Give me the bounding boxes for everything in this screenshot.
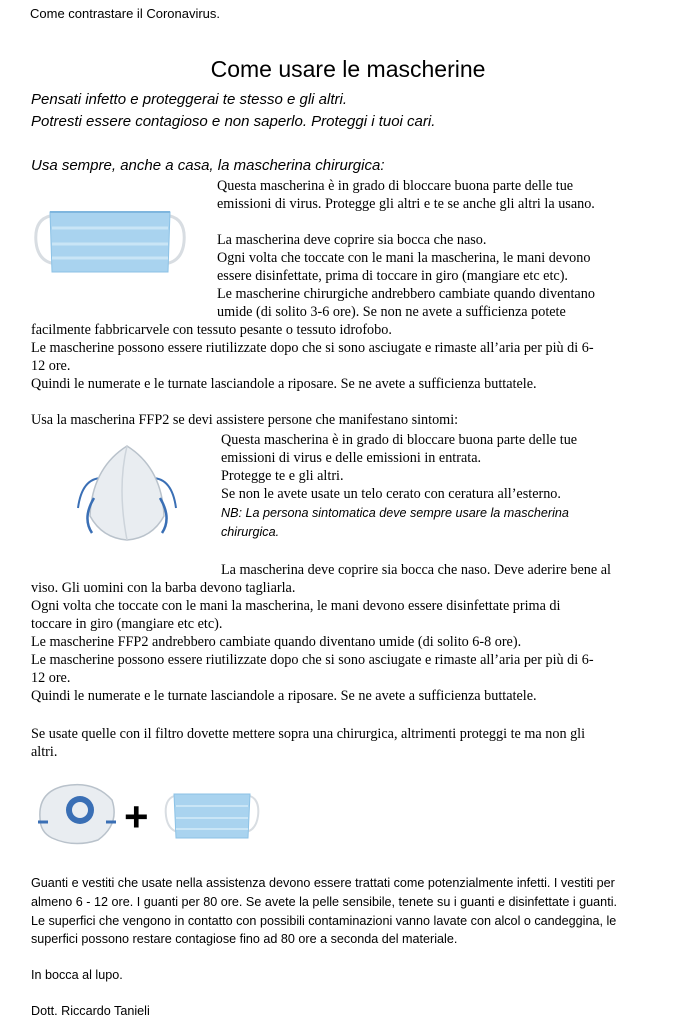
ffp2-note-line: chirurgica. [221, 525, 280, 539]
surgical-text-line: Questa mascherina è in grado di bloccare buona parte delle tue [217, 178, 574, 194]
ffp2-text-line: La mascherina deve coprire sia bocca che naso. Deve aderire bene al [221, 562, 611, 578]
ffp2-text-line: viso. Gli uomini con la barba devono tagliarla. [31, 580, 296, 596]
page-title: Come usare le mascherine [210, 56, 486, 82]
surgical-mask-image-small [162, 786, 262, 846]
surgical-text-line: La mascherina deve coprire sia bocca che naso. [217, 232, 487, 248]
filter-text-line: altri. [31, 744, 58, 760]
ffp2-text-line: emissioni di virus e delle emissioni in entrata. [221, 450, 482, 466]
gloves-text-line: almeno 6 - 12 ore. I guanti per 80 ore. Se avete la pelle sensibile, tenete su i guanti e disinfettate i guanti. [31, 895, 617, 909]
ffp2-text-line: Quindi le numerate e le turnate lasciandole a riposare. Se ne avete a sufficienza buttatele. [31, 688, 537, 704]
document-header: Come contrastare il Coronavirus. [30, 6, 221, 21]
gloves-text-line: Le superfici che vengono in contatto con possibili contaminazioni vanno lavate con alcol o candeggina, le [31, 914, 617, 928]
ffp2-text-line: Ogni volta che toccate con le mani la mascherina, le mani devono essere disinfettate prima di [31, 598, 561, 614]
surgical-text-line: Le mascherine chirurgiche andrebbero cambiate quando diventano [217, 286, 595, 302]
ffp2-mask-image [72, 438, 182, 560]
intro-line-2: Potresti essere contagioso e non saperlo. Proteggi i tuoi cari. [31, 113, 436, 130]
ffp2-text-line: 12 ore. [31, 670, 71, 686]
intro-line-1: Pensati infetto e proteggerai te stesso e gli altri. [31, 91, 348, 108]
gloves-text-line: Guanti e vestiti che usate nella assistenza devono essere trattati come potenzialmente infetti. I vestiti per [31, 876, 615, 890]
valve-mask-image [34, 778, 120, 848]
ffp2-heading: Usa la mascherina FFP2 se devi assistere persone che manifestano sintomi: [31, 412, 459, 428]
ffp2-text-line: Se non le avete usate un telo cerato con ceratura all’esterno. [221, 486, 561, 502]
ffp2-text-line: Protegge te e gli altri. [221, 468, 344, 484]
gloves-text-line: superfici possono restare contagiose fino ad 80 ore a seconda del materiale. [31, 932, 458, 946]
ffp2-text-line: Le mascherine FFP2 andrebbero cambiate quando diventano umide (di solito 6-8 ore). [31, 634, 522, 650]
surgical-text-line: umide (di solito 3-6 ore). Se non ne avete a sufficienza potete [217, 304, 566, 320]
surgical-heading: Usa sempre, anche a casa, la mascherina chirurgica: [31, 157, 385, 174]
surgical-text-line: Quindi le numerate e le turnate lasciandole a riposare. Se ne avete a sufficienza buttatele. [31, 376, 537, 392]
surgical-mask-image [30, 198, 190, 284]
ffp2-text-line: toccare in giro (mangiare etc etc). [31, 616, 223, 632]
closing-line: In bocca al lupo. [31, 968, 123, 982]
ffp2-note-line: NB: La persona sintomatica deve sempre usare la mascherina [221, 506, 569, 520]
surgical-text-line: facilmente fabbricarvele con tessuto pesante o tessuto idrofobo. [31, 322, 392, 338]
surgical-text-line: 12 ore. [31, 358, 71, 374]
signature: Dott. Riccardo Tanieli [31, 1004, 150, 1018]
filter-text-line: Se usate quelle con il filtro dovette mettere sopra una chirurgica, altrimenti proteggi te ma non gli [31, 726, 586, 742]
ffp2-text-line: Questa mascherina è in grado di bloccare buona parte delle tue [221, 432, 578, 448]
plus-sign: + [124, 793, 149, 840]
surgical-text-line: essere disinfettate, prima di toccare in giro (mangiare etc etc). [217, 268, 568, 284]
surgical-text-line: Le mascherine possono essere riutilizzate dopo che si sono asciugate e rimaste all’aria per più di 6- [31, 340, 594, 356]
surgical-text-line: emissioni di virus. Protegge gli altri e te se anche gli altri la usano. [217, 196, 595, 212]
ffp2-text-line: Le mascherine possono essere riutilizzate dopo che si sono asciugate e rimaste all’aria per più di 6- [31, 652, 594, 668]
surgical-text-line: Ogni volta che toccate con le mani la mascherina, le mani devono [217, 250, 591, 266]
